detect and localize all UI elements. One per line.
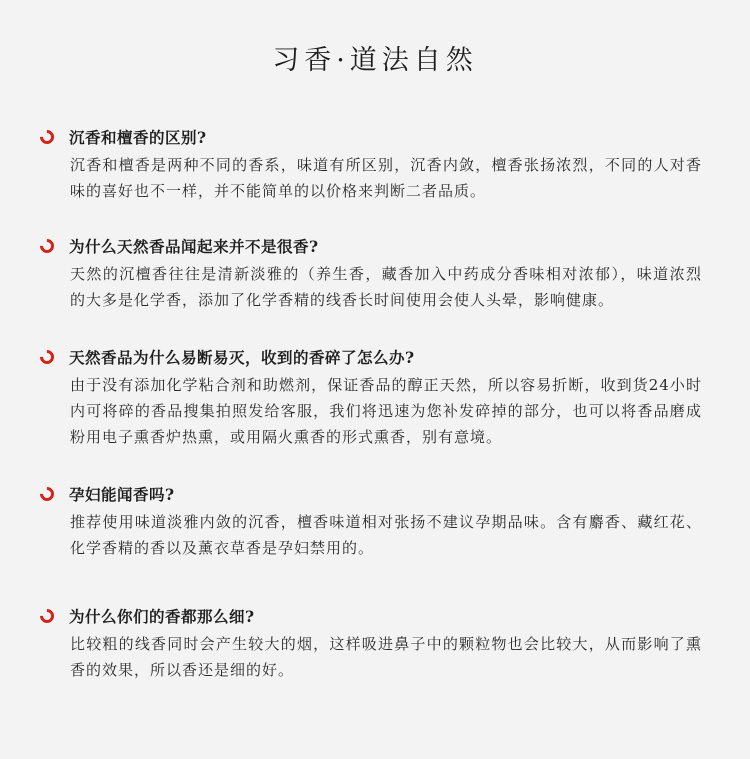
bullet-ring-icon <box>37 236 57 256</box>
faq-question-text: 为什么你们的香都那么细? <box>69 607 255 626</box>
faq-question-text: 为什么天然香品闻起来并不是很香? <box>69 237 319 256</box>
bullet-ring-icon <box>37 127 57 147</box>
faq-question <box>40 235 319 257</box>
faq-question-text: 天然香品为什么易断易灭，收到的香碎了怎么办? <box>69 348 415 367</box>
bullet-ring-icon <box>37 347 57 367</box>
faq-question <box>40 346 415 368</box>
faq-question <box>40 126 207 148</box>
faq-question <box>40 483 175 505</box>
faq-question-text: 沉香和檀香的区别? <box>69 128 207 147</box>
faq-question-text: 孕妇能闻香吗? <box>69 485 175 504</box>
faq-answer: 由于没有添加化学粘合剂和助燃剂，保证香品的醇正天然，所以容易折断，收到货24小时内可将碎的香品搜集拍照发给客服，我们将迅速为您补发碎掉的部分，也可以将香品磨成粉用电子熏香炉热熏，或用隔火熏香的形式熏香，别有意境。 <box>70 376 702 446</box>
faq-answer: 天然的沉檀香往往是清新淡雅的（养生香，藏香加入中药成分香味相对浓郁），味道浓烈的大多是化学香，添加了化学香精的线香长时间使用会使人头晕，影响健康。 <box>70 265 702 309</box>
faq-answer: 推荐使用味道淡雅内敛的沉香，檀香味道相对张扬不建议孕期品味。含有麝香、藏红花、化学香精的香以及薰衣草香是孕妇禁用的。 <box>70 513 702 557</box>
bullet-ring-icon <box>37 484 57 504</box>
faq-answer: 比较粗的线香同时会产生较大的烟，这样吸进鼻子中的颗粒物也会比较大，从而影响了熏香的效果，所以香还是细的好。 <box>70 635 702 679</box>
faq-question <box>40 605 255 627</box>
faq-answer: 沉香和檀香是两种不同的香系，味道有所区别，沉香内敛，檀香张扬浓烈，不同的人对香味的喜好也不一样，并不能简单的以价格来判断二者品质。 <box>70 156 702 200</box>
page-title: 习香·道法自然 <box>272 45 478 76</box>
bullet-ring-icon <box>37 606 57 626</box>
